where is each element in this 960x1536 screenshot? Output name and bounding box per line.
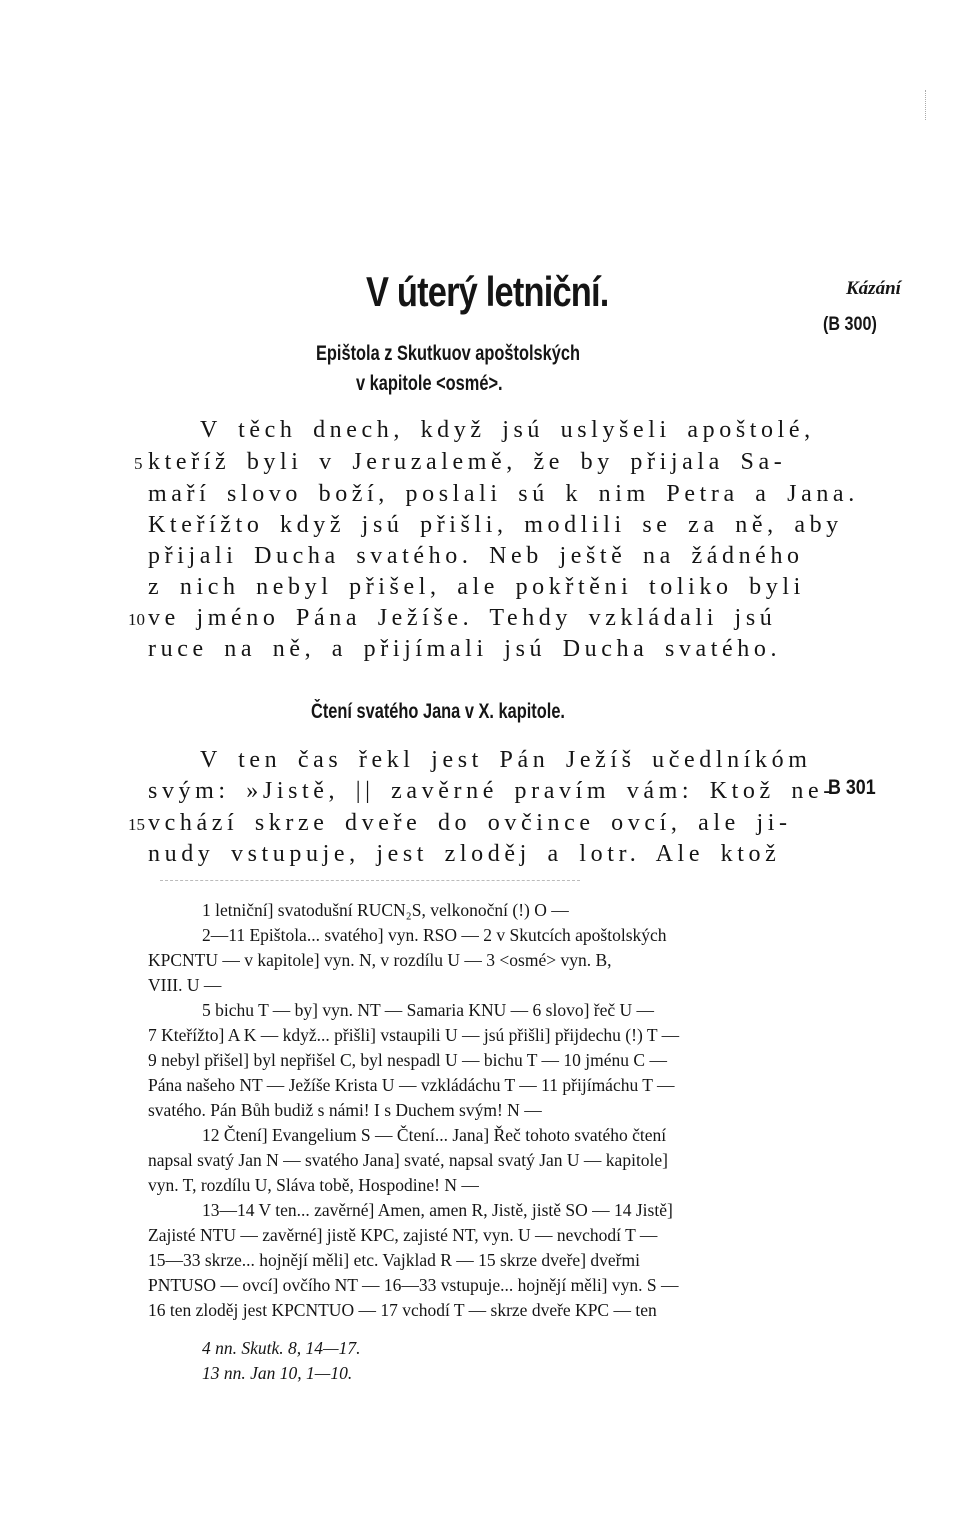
apparatus-line: Pána našeho NT — Ježíše Krista U — vzkládáchu T — 11 přijímáchu T — (148, 1075, 675, 1095)
gospel-line: 15 vchází skrze dveře do ovčince ovcí, ale ji- (128, 810, 792, 836)
apparatus-line: VIII. U — (148, 975, 222, 995)
epistle-heading-line1: Epištola z Skutkuov apoštolských (316, 342, 580, 365)
epistle-line: maří slovo boží, poslali sú k nim Petra a Jana. (148, 481, 859, 507)
epistle-line: ruce na ně, a přijímali jsú Ducha svatého. (148, 636, 782, 662)
apparatus-line: 13—14 V ten... zavěrné] Amen, amen R, Jistě, jistě SO — 14 Jistě] (202, 1200, 673, 1220)
epistle-line: 10 ve jméno Pána Ježíše. Tehdy vzkládali jsú (128, 605, 777, 631)
footnote-divider (160, 880, 580, 881)
page-title: V úterý letniční. (366, 268, 609, 315)
apparatus-line: Zajisté NTU — zavěrné] jistě KPC, zajisté NT, vyn. U — nevchodí T — (148, 1225, 658, 1245)
scripture-reference: 4 nn. Skutk. 8, 14—17. (202, 1338, 361, 1358)
line-number: 5 (134, 454, 143, 473)
apparatus-line: 16 ten zloděj jest KPCNTUO — 17 vchodí T — skrze dveře KPC — ten (148, 1300, 657, 1320)
scripture-reference: 13 nn. Jan 10, 1—10. (202, 1363, 353, 1383)
apparatus-line: 2—11 Epištola... svatého] vyn. RSO — 2 v Skutcích apoštolských (202, 925, 667, 945)
apparatus-line: napsal svatý Jan N — svatého Jana] svaté, napsal svatý Jan U — kapitole] (148, 1150, 669, 1170)
side-page-ref: (B 300) (823, 314, 877, 335)
epistle-line: Kteřížto když jsú přišli, modlili se za ně, aby (148, 512, 843, 538)
gospel-line: svým: »Jistě, || zavěrné pravím vám: Ktož ne- (148, 778, 836, 804)
epistle-line: 5 kteříž byli v Jeruzalemě, že by přijala Sa- (134, 449, 787, 475)
gospel-heading: Čtení svatého Jana v X. kapitole. (311, 700, 565, 723)
apparatus-line: 1 letniční] svatodušní RUCN₂S, velkonoční (!) O — (202, 900, 569, 920)
apparatus-line: 9 nebyl přišel] byl nepřišel C, byl nespadl U — bichu T — 10 jménu C — (148, 1050, 667, 1070)
line-number: 15 (128, 815, 145, 834)
epistle-line: přijali Ducha svatého. Neb ještě na žádného (148, 543, 804, 569)
gospel-line: nudy vstupuje, jest zloděj a lotr. Ale ktož (148, 841, 781, 867)
epistle-line: V těch dnech, když jsú uslyšeli apoštolé, (200, 417, 815, 443)
apparatus-line: 5 bichu T — by] vyn. NT — Samaria KNU — 6 slovo] řeč U — (202, 1000, 655, 1020)
apparatus-line: PNTUSO — ovcí] ovčího NT — 16—33 vstupuje... hojnějí měli] vyn. S — (148, 1275, 679, 1295)
apparatus-line: KPCNTU — v kapitole] vyn. N, v rozdílu U — 3 <osmé> vyn. B, (148, 950, 612, 970)
epistle-heading-line2: v kapitole <osmé>. (356, 372, 503, 395)
line-number: 10 (128, 610, 145, 629)
apparatus-line: 12 Čtení] Evangelium S — Čtení... Jana] Řeč tohoto svatého čtení (202, 1125, 667, 1145)
margin-page-ref: B 301 (828, 776, 876, 799)
scan-specks (925, 90, 928, 120)
gospel-line: V ten čas řekl jest Pán Ježíš učedlníkóm (200, 747, 812, 773)
epistle-line: z nich nebyl přišel, ale pokřtěni toliko byli (148, 574, 805, 600)
apparatus-line: 15—33 skrze... hojnějí měli] etc. Vajklad R — 15 skrze dveře] dveřmi (148, 1250, 640, 1270)
apparatus-line: 7 Kteřížto] A K — když... přišli] vstaupili U — jsú přišli] přijdechu (!) T — (148, 1025, 680, 1045)
apparatus-line: svatého. Pán Bůh budiž s námi! I s Duchem svým! N — (148, 1100, 542, 1120)
side-label: Kázání (846, 278, 901, 299)
apparatus-line: vyn. T, rozdílu U, Sláva tobě, Hospodine! N — (148, 1175, 479, 1195)
